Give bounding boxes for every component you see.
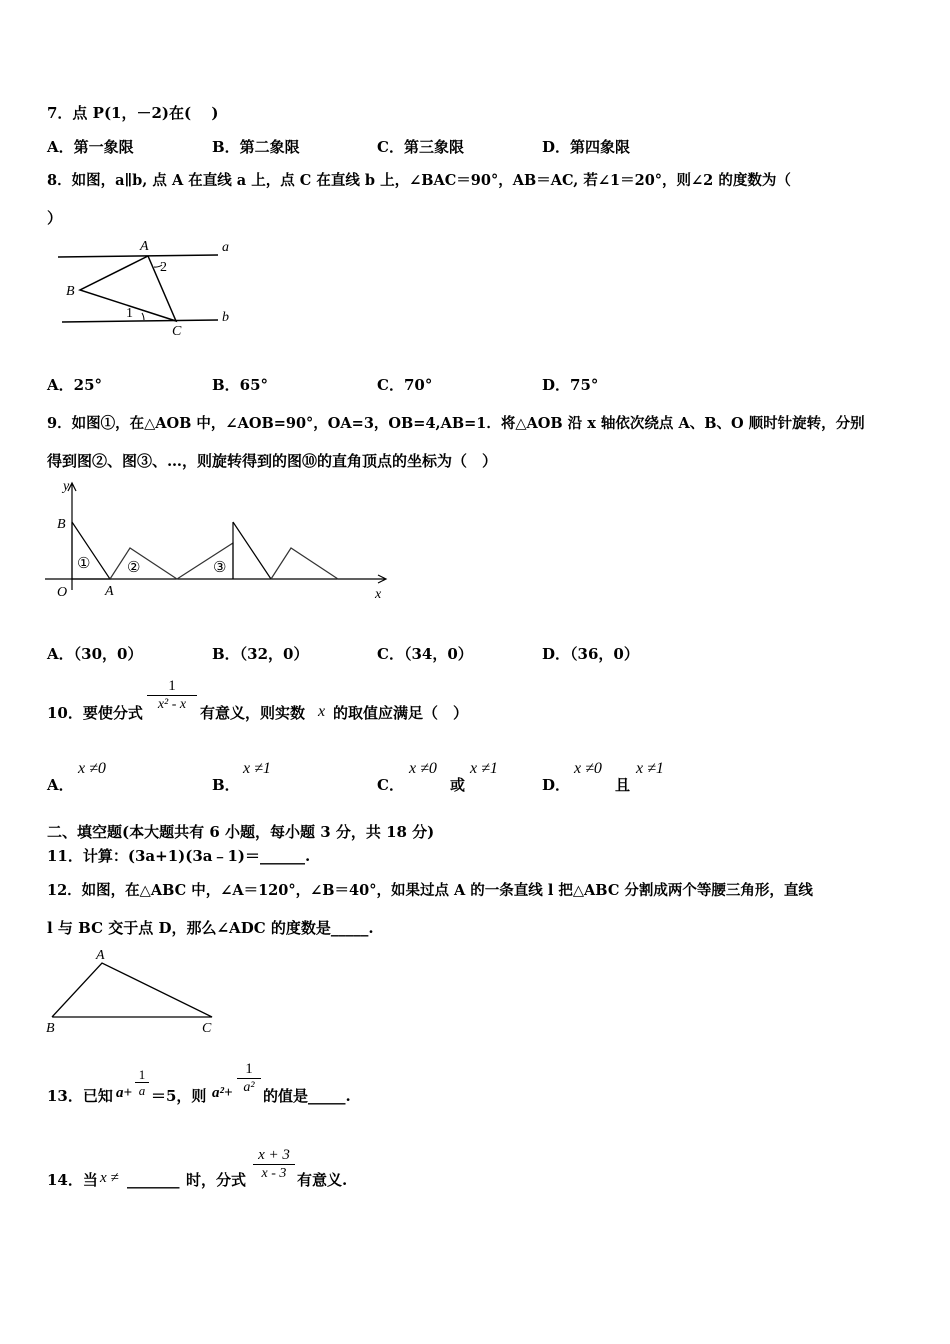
q9-option-c: C．（34，0） [377,645,473,663]
q10-fraction-numerator: 1 [168,678,176,694]
q10-option-c-connector: 或 [450,776,466,794]
q8-option-a: A．25° [47,376,103,394]
q8-label-angle-1: 1 [126,306,133,321]
q8-stem: 8．如图，a∥b, 点 A 在直线 a 上，点 C 在直线 b 上，∠BAC＝90°，AB＝AC, 若∠1＝20°，则∠2 的度数为（ [47,172,791,189]
q9-label-fig3: ③ [213,560,227,576]
q14-var: x ≠ [100,1170,119,1186]
q8-option-b: B．65° [212,376,269,394]
q13-fraction-1-numerator: 1 [138,1067,146,1082]
q14-mid: 时，分式 [186,1171,247,1189]
q8-label-c-point: C [172,324,182,339]
q8-stem-end: ） [47,209,63,227]
q14-suffix: 有意义. [297,1171,348,1189]
q9-option-b: B．（32，0） [212,645,309,663]
q13-fraction-2-numerator: 1 [245,1061,253,1077]
q7-option-c: C．第三象限 [377,138,464,156]
q10-option-c-expr2: x ≠1 [470,760,498,777]
q13-suffix: 的值是_____. [263,1087,351,1105]
q9-label-fig2: ② [127,560,141,576]
q8-label-line-a: a [222,240,229,255]
q12-label-b: B [46,1021,55,1036]
q13-term-a-squared: a²+ [212,1085,233,1101]
q7-option-b: B．第二象限 [212,138,300,156]
q9-label-fig1: ① [77,556,91,572]
q10-option-b-label: B． [212,776,240,794]
q14-fraction-numerator: x + 3 [258,1147,290,1163]
q8-option-d: D．75° [542,376,599,394]
q8-label-a-point: A [140,239,149,254]
q9-label-o: O [57,585,68,600]
q10-option-c-expr1: x ≠0 [409,760,437,777]
q14-fraction [253,1146,295,1183]
q10-mid: 有意义，则实数 [200,704,306,722]
q7-stem: 7．点 P(1，－2)在( ) [47,104,219,122]
q8-label-line-b: b [222,310,229,325]
q13-fraction-2 [237,1060,261,1097]
q10-option-b-expr: x ≠1 [243,760,271,777]
q12-label-c: C [202,1021,212,1036]
q9-option-d: D．（36，0） [542,645,639,663]
q8-label-angle-2: 2 [160,260,167,275]
q8-figure [50,235,250,345]
q8-option-c: C．70° [377,376,433,394]
q13-fraction-1 [135,1067,149,1098]
q10-option-d-expr2: x ≠1 [636,760,664,777]
q11-stem: 11．计算：(3a+1)(3a﹣1)＝______. [47,847,311,865]
q9-figure [45,478,395,603]
q12-stem-line2: l 与 BC 交于点 D，那么∠ADC 的度数是_____. [47,919,374,937]
q13-fraction-2-denominator: a² [243,1080,255,1095]
q13-term-a: a+ [116,1085,133,1101]
q9-stem-line1: 9．如图①，在△AOB 中，∠AOB=90°，OA=3，OB=4,AB=1．将△AOB 沿 x 轴依次绕点 A、B、O 顺时针旋转，分别 [47,415,865,432]
q10-var: x [318,703,326,720]
q9-label-b: B [57,517,66,532]
q13-fraction-1-denominator: a [138,1083,146,1098]
q10-option-c-label: C． [377,776,404,794]
q12-stem-line1: 12．如图，在△ABC 中，∠A＝120°，∠B＝40°，如果过点 A 的一条直线 l 把△ABC 分割成两个等腰三角形，直线 [47,882,813,899]
q14-fraction-denominator: x - 3 [261,1166,287,1181]
q9-option-a: A．（30，0） [47,645,143,663]
q10-option-d-label: D． [542,776,571,794]
q10-option-d-expr1: x ≠0 [574,760,602,777]
q13-prefix: 13．已知 [47,1087,113,1105]
q10-option-a-expr: x ≠0 [78,760,106,777]
q10-option-d-connector: 且 [615,776,631,794]
q10-fraction [147,677,197,714]
q14-blank: _______ [127,1171,180,1189]
q7-option-a: A．第一象限 [47,138,134,156]
q9-label-y-axis: y [63,479,70,494]
q12-figure [44,945,224,1035]
q10-suffix: 的取值应满足（ ） [333,704,469,722]
q10-prefix: 10．要使分式 [47,704,143,722]
q12-label-a: A [96,948,105,963]
q13-mid: ＝5，则 [151,1087,207,1105]
q9-label-x-axis: x [375,587,382,602]
q8-label-b-point: B [66,284,75,299]
q9-stem-line2: 得到图②、图③、…，则旋转得到的图⑩的直角顶点的坐标为（ ） [47,452,498,470]
q9-label-a: A [105,584,114,599]
q10-option-a-label: A． [47,776,74,794]
section-2-heading: 二、填空题(本大题共有 6 小题，每小题 3 分，共 18 分) [47,823,435,841]
q10-fraction-denominator: x² - x [157,697,187,712]
q14-prefix: 14．当 [47,1171,98,1189]
q7-option-d: D．第四象限 [542,138,631,156]
